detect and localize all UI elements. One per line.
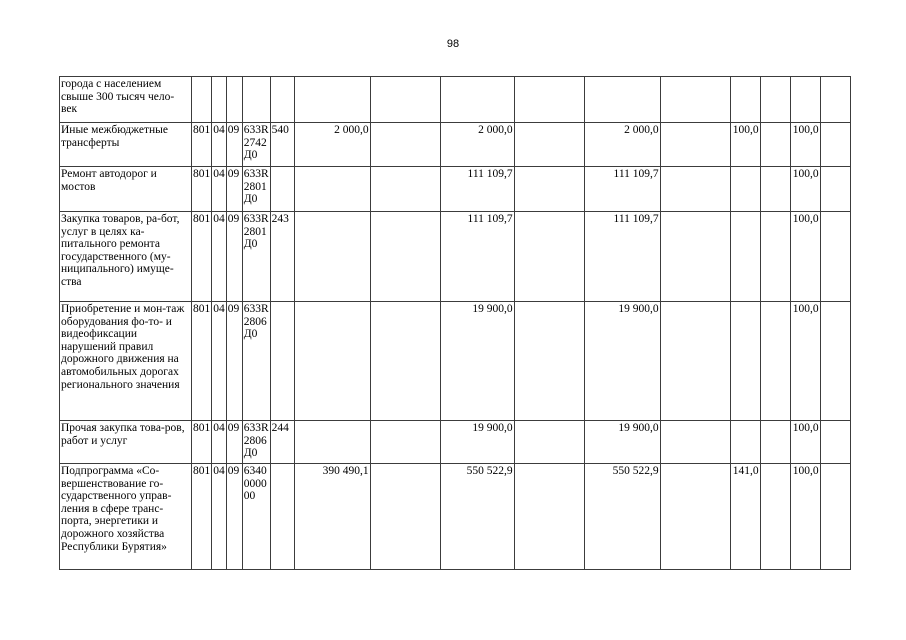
code-pr: 04 bbox=[212, 167, 227, 212]
code-csr: 633R 2806 Д0 bbox=[242, 302, 270, 421]
code-sub: 09 bbox=[226, 167, 242, 212]
table-row bbox=[60, 77, 851, 123]
percent-2: 100,0 bbox=[790, 421, 820, 464]
code-pr: 04 bbox=[212, 302, 227, 421]
percent-1 bbox=[730, 167, 760, 212]
amount-1: 390 490,1 bbox=[294, 464, 370, 570]
amount-2: 550 522,9 bbox=[440, 464, 514, 570]
percent-2: 100,0 bbox=[790, 123, 820, 167]
code-sub: 09 bbox=[226, 302, 242, 421]
amount-1 bbox=[294, 302, 370, 421]
code-pr: 04 bbox=[212, 123, 227, 167]
code-pr: 04 bbox=[212, 212, 227, 302]
code-csr: 633R 2806 Д0 bbox=[242, 421, 270, 464]
code-rz: 801 bbox=[192, 123, 212, 167]
amount-2: 2 000,0 bbox=[440, 123, 514, 167]
code-vr: 540 bbox=[270, 123, 294, 167]
row-name: Иные межбюджетные трансферты bbox=[60, 123, 192, 167]
amount-2: 111 109,7 bbox=[440, 212, 514, 302]
amount-1 bbox=[294, 212, 370, 302]
amount-3: 2 000,0 bbox=[584, 123, 660, 167]
code-sub: 09 bbox=[226, 123, 242, 167]
table-row bbox=[60, 123, 851, 167]
amount-2: 111 109,7 bbox=[440, 167, 514, 212]
row-name: Закупка товаров, ра-бот, услуг в целях ка-питального ремонта государственного (му-ниципального) имуще-ства bbox=[60, 212, 192, 302]
code-csr: 6340 0000 00 bbox=[242, 464, 270, 570]
code-rz: 801 bbox=[192, 421, 212, 464]
code-sub: 09 bbox=[226, 421, 242, 464]
code-csr: 633R 2801 Д0 bbox=[242, 167, 270, 212]
code-sub: 09 bbox=[226, 212, 242, 302]
code-vr bbox=[270, 464, 294, 570]
code-pr: 04 bbox=[212, 421, 227, 464]
amount-2: 19 900,0 bbox=[440, 302, 514, 421]
amount-3: 550 522,9 bbox=[584, 464, 660, 570]
percent-1 bbox=[730, 212, 760, 302]
code-rz: 801 bbox=[192, 167, 212, 212]
code-rz: 801 bbox=[192, 464, 212, 570]
code-vr: 244 bbox=[270, 421, 294, 464]
code-sub: 09 bbox=[226, 464, 242, 570]
row-name: Прочая закупка това-ров, работ и услуг bbox=[60, 421, 192, 464]
amount-3: 19 900,0 bbox=[584, 302, 660, 421]
row-name: города с населением свыше 300 тысяч чело-век bbox=[60, 77, 192, 123]
code-pr: 04 bbox=[212, 464, 227, 570]
percent-1: 100,0 bbox=[730, 123, 760, 167]
row-name: Приобретение и мон-таж оборудования фо-то- и видеофиксации нарушений правил дорожного движения на автомобильных дорогах регионального значения bbox=[60, 302, 192, 421]
table-row bbox=[60, 167, 851, 212]
budget-table bbox=[59, 76, 851, 570]
amount-3: 111 109,7 bbox=[584, 167, 660, 212]
table-row bbox=[60, 421, 851, 464]
amount-2: 19 900,0 bbox=[440, 421, 514, 464]
code-rz: 801 bbox=[192, 302, 212, 421]
percent-2: 100,0 bbox=[790, 167, 820, 212]
percent-1 bbox=[730, 302, 760, 421]
table-row bbox=[60, 302, 851, 421]
code-rz: 801 bbox=[192, 212, 212, 302]
amount-3: 19 900,0 bbox=[584, 421, 660, 464]
amount-1: 2 000,0 bbox=[294, 123, 370, 167]
amount-1 bbox=[294, 167, 370, 212]
code-vr bbox=[270, 167, 294, 212]
code-csr: 633R 2801 Д0 bbox=[242, 212, 270, 302]
code-csr: 633R 2742 Д0 bbox=[242, 123, 270, 167]
percent-2: 100,0 bbox=[790, 302, 820, 421]
table-row bbox=[60, 464, 851, 570]
percent-1 bbox=[730, 421, 760, 464]
amount-1 bbox=[294, 421, 370, 464]
row-name: Ремонт автодорог и мостов bbox=[60, 167, 192, 212]
percent-1: 141,0 bbox=[730, 464, 760, 570]
row-name: Подпрограмма «Со-вершенствование го-сударственного управ-ления в сфере транс-порта, энергетики и дорожного хозяйства Республики Бурятия» bbox=[60, 464, 192, 570]
percent-2: 100,0 bbox=[790, 212, 820, 302]
percent-2: 100,0 bbox=[790, 464, 820, 570]
code-vr: 243 bbox=[270, 212, 294, 302]
table-row bbox=[60, 212, 851, 302]
amount-3: 111 109,7 bbox=[584, 212, 660, 302]
code-vr bbox=[270, 302, 294, 421]
page-number: 98 bbox=[446, 38, 460, 50]
